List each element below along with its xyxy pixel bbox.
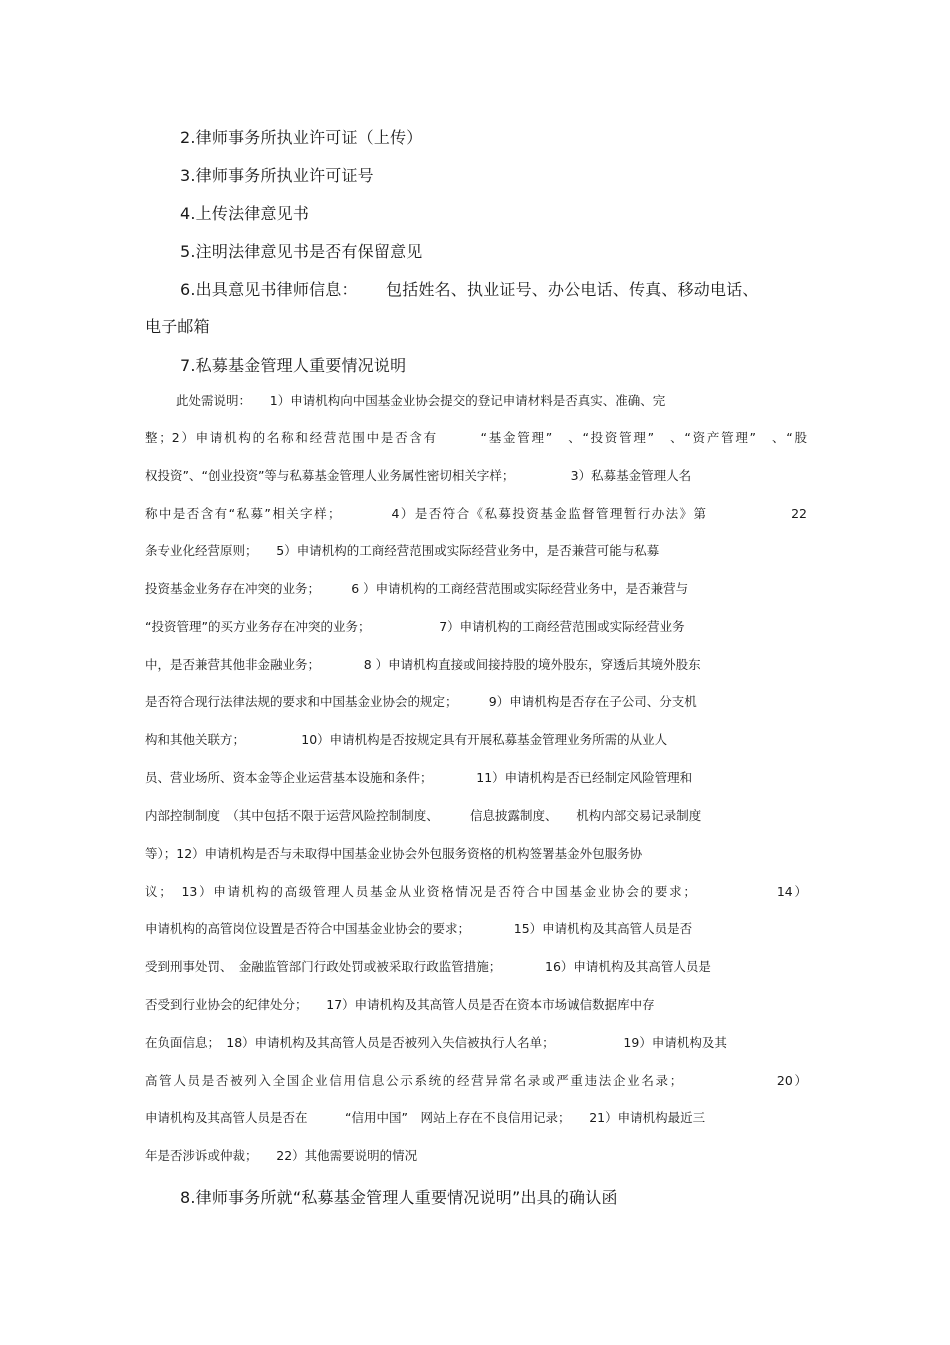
body-line: 内部控制制度 （其中包括不限于运营风险控制制度、 信息披露制度、 机构内部交易记录制度 <box>145 808 702 823</box>
item-4: 4.上传法律意见书 <box>180 204 310 223</box>
body-line: 称中是否含有“私募”相关字样； 4）是否符合《私募投资基金监督管理暂行办法》第 22 <box>145 506 807 521</box>
item-3: 3.律师事务所执业许可证号 <box>180 166 374 185</box>
item-2: 2.律师事务所执业许可证（上传） <box>180 128 423 147</box>
item-6-continuation: 电子邮箱 <box>145 317 210 336</box>
body-line: “投资管理”的买方业务存在冲突的业务； 7）申请机构的工商经营范围或实际经营业务 <box>145 619 685 634</box>
body-line: 等）；12）申请机构是否与未取得中国基金业协会外包服务资格的机构签署基金外包服务协 <box>145 846 643 861</box>
body-line: 否受到行业协会的纪律处分； 17）申请机构及其高管人员是否在资本市场诚信数据库中存 <box>145 997 655 1012</box>
body-line: 员、营业场所、资本金等企业运营基本设施和条件； 11）申请机构是否已经制定风险管理和 <box>145 770 693 785</box>
body-line: 投资基金业务存在冲突的业务； 6 ）申请机构的工商经营范围或实际经营业务中，是否兼营与 <box>145 581 689 596</box>
body-line: 构和其他关联方； 10）申请机构是否按规定具有开展私募基金管理业务所需的从业人 <box>145 732 668 747</box>
item-5: 5.注明法律意见书是否有保留意见 <box>180 242 423 261</box>
body-line: 中，是否兼营其他非金融业务； 8 ）申请机构直接或间接持股的境外股东，穿透后其境外股东 <box>145 657 701 672</box>
body-line: 受到刑事处罚、 金融监管部门行政处罚或被采取行政监管措施； 16）申请机构及其高管人员是 <box>145 959 711 974</box>
item-6-content: 包括姓名、执业证号、办公电话、传真、移动电话、 <box>386 280 759 299</box>
body-line: 权投资”、“创业投资”等与私募基金管理人业务属性密切相关字样； 3）私募基金管理人名 <box>145 468 692 483</box>
body-line: 议； 13）申请机构的高级管理人员基金从业资格情况是否符合中国基金业协会的要求； 14） <box>145 884 807 899</box>
item-7: 7.私募基金管理人重要情况说明 <box>180 356 407 375</box>
body-line: 申请机构的高管岗位设置是否符合中国基金业协会的要求； 15）申请机构及其高管人员是否 <box>145 921 693 936</box>
body-line: 申请机构及其高管人员是否在 “信用中国” 网站上存在不良信用记录； 21）申请机构最近三 <box>145 1110 706 1125</box>
body-line: 高管人员是否被列入全国企业信用信息公示系统的经营异常名录或严重违法企业名录； 20） <box>145 1073 807 1088</box>
body-line: 年是否涉诉或仲裁； 22）其他需要说明的情况 <box>145 1148 418 1163</box>
body-line: 此处需说明： 1）申请机构向中国基金业协会提交的登记申请材料是否真实、准确、完 <box>176 393 666 408</box>
item-6-label: 6.出具意见书律师信息： <box>180 280 358 299</box>
body-line: 整；2）申请机构的名称和经营范围中是否含有 “基金管理” 、“投资管理” 、“资产管理” 、“股 <box>145 430 807 445</box>
body-line: 条专业化经营原则； 5）申请机构的工商经营范围或实际经营业务中，是否兼营可能与私募 <box>145 543 660 558</box>
body-line: 是否符合现行法律法规的要求和中国基金业协会的规定； 9）申请机构是否存在子公司、分支机 <box>145 694 697 709</box>
body-line: 在负面信息； 18）申请机构及其高管人员是否被列入失信被执行人名单； 19）申请机构及其 <box>145 1035 727 1050</box>
item-8: 8.律师事务所就“私募基金管理人重要情况说明”出具的确认函 <box>180 1188 618 1207</box>
